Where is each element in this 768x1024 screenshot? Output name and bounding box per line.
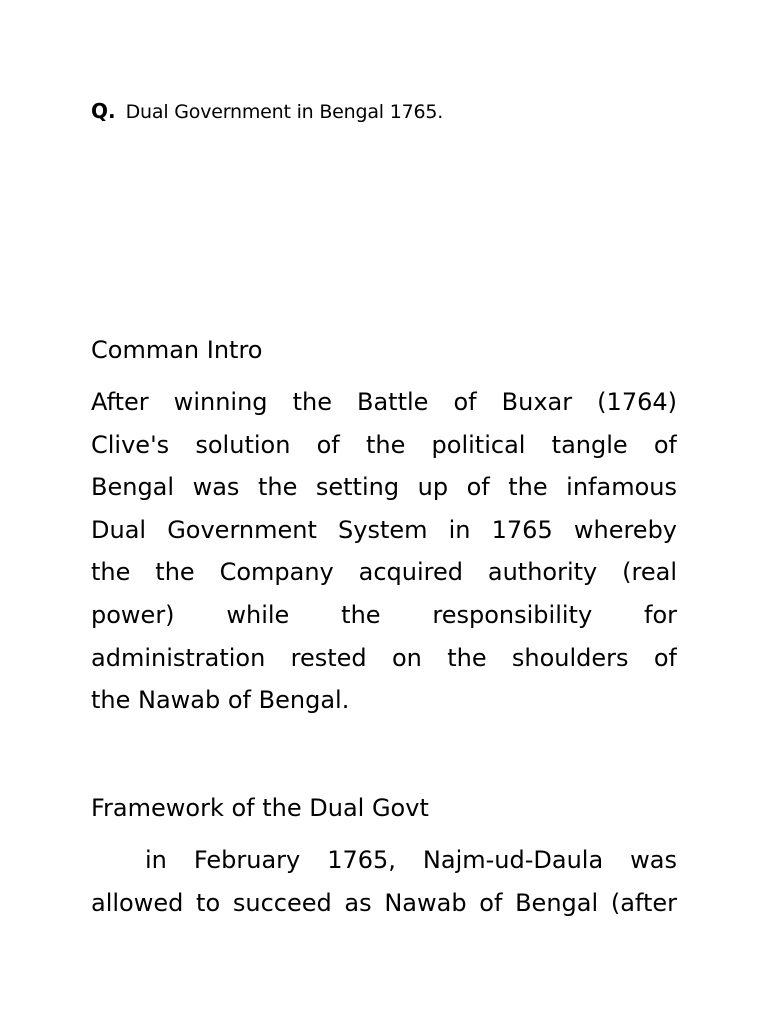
paragraph-line: Dual Government System in 1765 whereby — [91, 515, 677, 544]
section-heading-framework: Framework of the Dual Govt — [91, 794, 429, 822]
section-heading-intro: Comman Intro — [91, 336, 263, 364]
paragraph-line: allowed to succeed as Nawab of Bengal (after — [91, 888, 677, 917]
question-label: Q. — [91, 99, 116, 123]
framework-paragraph — [91, 839, 677, 924]
paragraph-line: After winning the Battle of Buxar (1764) — [91, 388, 677, 416]
paragraph-line: in February 1765, Najm-ud-Daula was — [91, 846, 677, 874]
question — [91, 96, 443, 128]
paragraph-line: Bengal was the setting up of the infamous — [91, 473, 677, 502]
paragraph-line: the Nawab of Bengal. — [91, 686, 350, 715]
question-text: Dual Government in Bengal 1765. — [125, 101, 444, 123]
paragraph-line: the the Company acquired authority (real — [91, 558, 677, 587]
intro-paragraph — [91, 381, 677, 722]
paragraph-line: administration rested on the shoulders of — [91, 643, 677, 672]
paragraph-line: Clive's solution of the political tangle of — [91, 430, 677, 459]
paragraph-line: power) while the responsibility for — [91, 600, 677, 629]
